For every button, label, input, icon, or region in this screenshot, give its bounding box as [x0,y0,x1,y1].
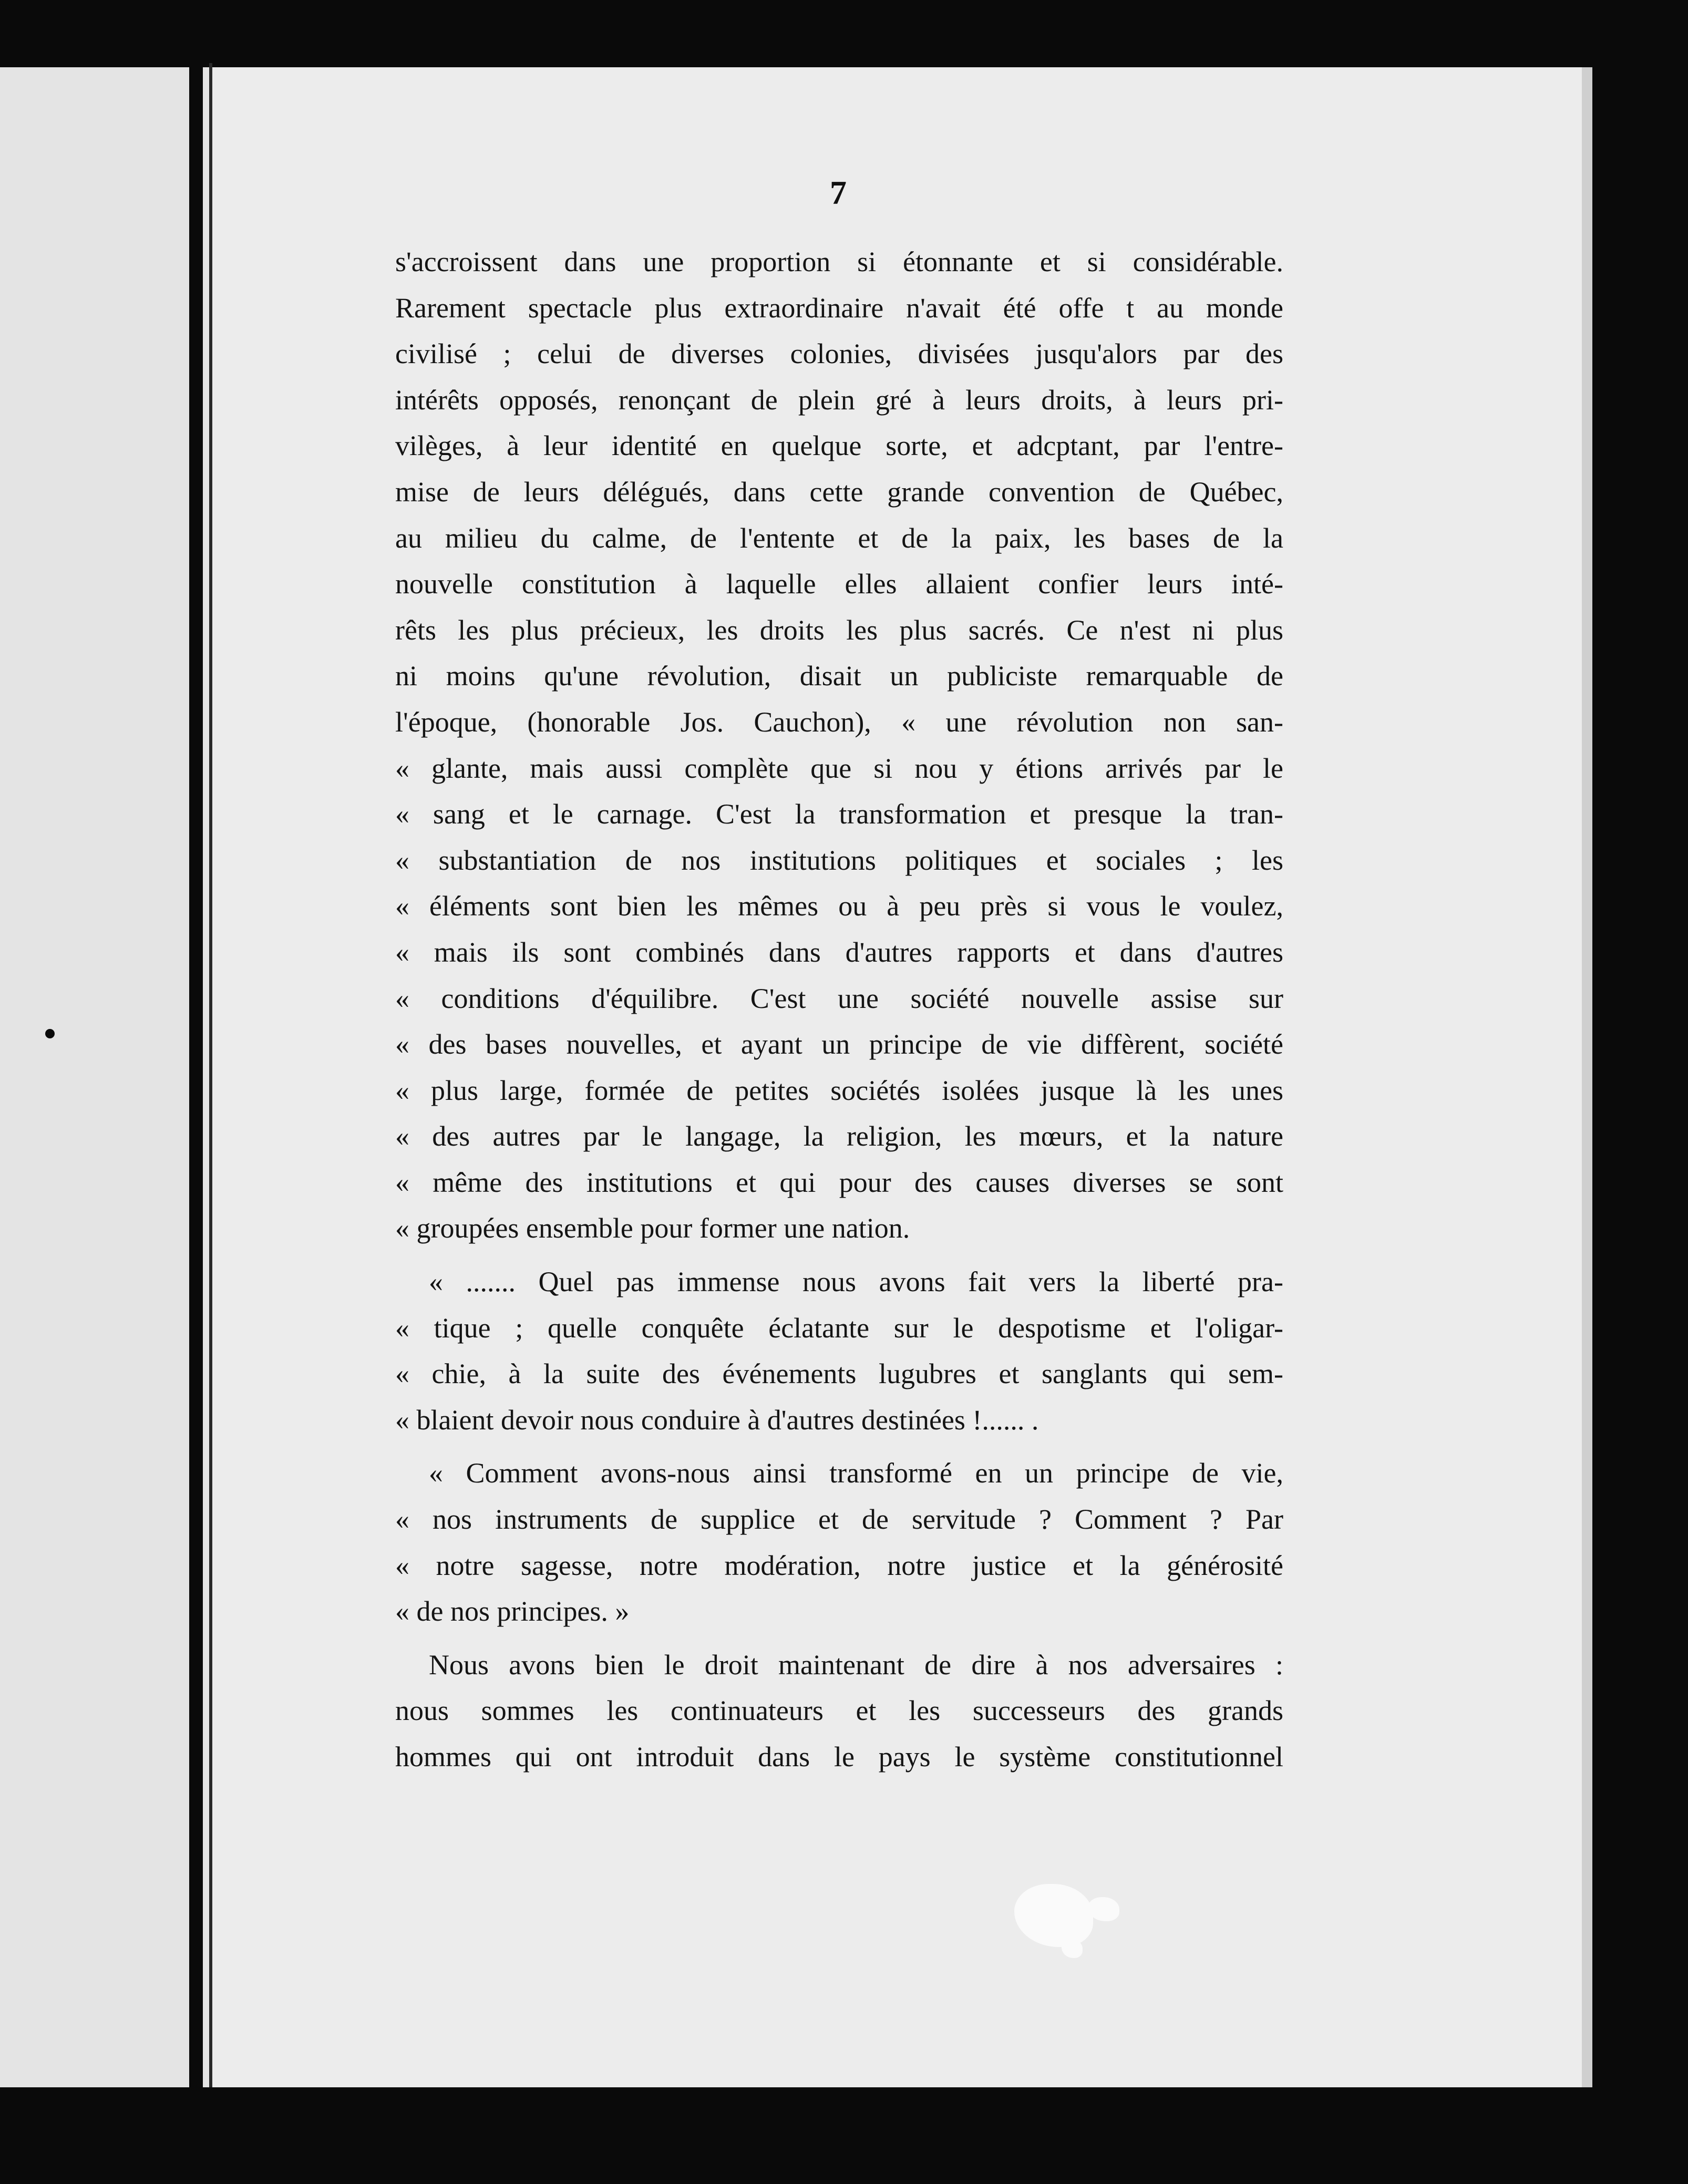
text-line: « sang et le carnage. C'est la transformation et presque la tran- [395,798,1283,830]
paragraph [395,1259,1283,1443]
text-line: « ....... Quel pas immense nous avons fait vers la liberté pra- [429,1266,1283,1298]
text-line: « conditions d'équilibre. C'est une société nouvelle assise sur [395,982,1283,1014]
text-line: « mais ils sont combinés dans d'autres rapports et dans d'autres [395,936,1283,968]
text-line: nouvelle constitution à laquelle elles allaient confier leurs inté- [395,568,1283,600]
body-text [395,239,1283,1780]
text-line: civilisé ; celui de diverses colonies, divisées jusqu'alors par des [395,338,1283,370]
text-line: intérêts opposés, renonçant de plein gré à leurs droits, à leurs pri- [395,384,1283,416]
scan-top-border [0,0,1688,67]
text-line: « même des institutions et qui pour des causes diverses se sont [395,1166,1283,1198]
text-line: l'époque, (honorable Jos. Cauchon), « une révolution non san- [395,706,1283,738]
text-line: « Comment avons-nous ainsi transformé en un principe de vie, [429,1457,1283,1489]
text-line: Rarement spectacle plus extraordinaire n'avait été offe t au monde [395,292,1283,324]
scan-gutter [189,53,203,2102]
text-line: hommes qui ont introduit dans le pays le système constitutionnel [395,1741,1283,1773]
scan-right-border [1592,53,1688,2102]
text-line: au milieu du calme, de l'entente et de la paix, les bases de la [395,522,1283,554]
text-line: « notre sagesse, notre modération, notre justice et la générosité [395,1549,1283,1581]
scan-speck [1644,499,1654,517]
paragraph [395,1450,1283,1634]
page-number: 7 [830,174,847,211]
text-line: mise de leurs délégués, dans cette grande convention de Québec, [395,476,1283,508]
text-line: « groupées ensemble pour former une nation. [395,1212,910,1244]
text-line: « substantiation de nos institutions politiques et sociales ; les [395,844,1283,876]
page-edge [1582,67,1593,2096]
text-line: « des autres par le langage, la religion, les mœurs, et la nature [395,1120,1283,1152]
text-line: ni moins qu'une révolution, disait un publiciste remarquable de [395,660,1283,692]
text-line: rêts les plus précieux, les droits les plus sacrés. Ce n'est ni plus [395,614,1283,646]
scan-speck [45,1029,55,1038]
text-line: nous sommes les continuateurs et les successeurs des grands [395,1695,1283,1727]
scan-bottom-border [0,2087,1688,2184]
text-line: « tique ; quelle conquête éclatante sur le despotisme et l'oligar- [395,1312,1283,1344]
paragraph [395,1642,1283,1780]
scan-speck [1670,589,1679,603]
text-line: « blaient devoir nous conduire à d'autres destinées !...... . [395,1404,1039,1436]
text-line: « glante, mais aussi complète que si nou y étions arrivés par le [395,752,1283,784]
text-line: « nos instruments de supplice et de servitude ? Comment ? Par [395,1503,1283,1536]
text-line: « des bases nouvelles, et ayant un principe de vie diffèrent, société [395,1028,1283,1060]
text-line: « de nos principes. » [395,1595,630,1627]
text-line: « plus large, formée de petites sociétés isolées jusque là les unes [395,1074,1283,1106]
text-line: « éléments sont bien les mêmes ou à peu près si vous le voulez, [395,890,1283,922]
text-line: Nous avons bien le droit maintenant de dire à nos adversaires : [429,1649,1283,1681]
text-line: s'accroissent dans une proportion si étonnante et si considérable. [395,246,1283,277]
text-line: vilèges, à leur identité en quelque sorte, et adcptant, par l'entre- [395,430,1283,462]
paragraph [395,239,1283,1252]
text-line: « chie, à la suite des événements lugubres et sanglants qui sem- [395,1358,1283,1390]
